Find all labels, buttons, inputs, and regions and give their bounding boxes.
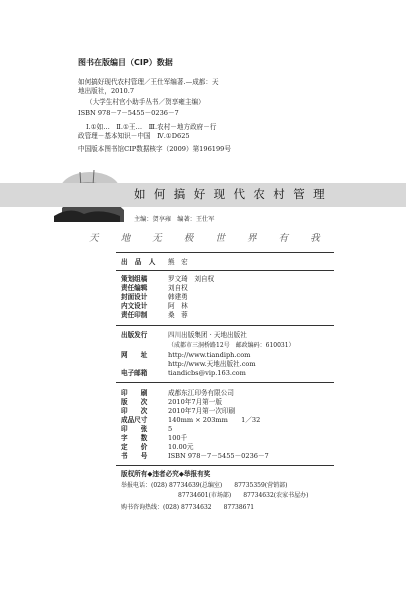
- row-value: 阿 林: [168, 302, 188, 310]
- divider: [116, 270, 334, 271]
- website-row: [121, 351, 250, 360]
- publisher-person-row: [121, 258, 188, 267]
- row-value: ISBN 978－7－5455－0236－7: [168, 452, 269, 460]
- row-value: 2010年7月第一次印刷: [168, 407, 236, 415]
- rights-notice: 版权所有◆违者必究◆举报有奖: [121, 470, 211, 478]
- row-value: 成都东江印务有限公司: [168, 389, 234, 397]
- print-row: [121, 398, 222, 407]
- report-hotline: 87734601(市场部) 87734632(农家书屋办): [178, 492, 309, 499]
- print-row: [121, 407, 235, 416]
- row-value: 2010年7月第一版: [168, 398, 222, 406]
- cip-line: ISBN 978－7－5455－0236－7: [78, 109, 179, 117]
- cip-line: 地出版社，2010.7: [78, 87, 135, 95]
- row-value: 熊 宏: [168, 258, 188, 266]
- row-label: 印 刷: [121, 389, 148, 397]
- purchase-hotline: 购书咨询热线：(028) 87734632 87738671: [121, 504, 255, 511]
- divider: [116, 465, 334, 466]
- cip-line: 政管理－基本知识－中国 Ⅳ.①D625: [78, 132, 190, 140]
- cip-line: （大学生村官小助手丛书／贺享雍主编）: [86, 98, 205, 106]
- website-link[interactable]: http://www.tiandiph.com: [168, 351, 251, 359]
- issuer-row: [121, 331, 247, 340]
- row-label: 出版发行: [121, 331, 148, 339]
- book-title: 如何搞好现代农村管理: [134, 187, 333, 201]
- row-value: 桑 蓉: [168, 311, 188, 319]
- row-value: 5: [168, 425, 173, 433]
- staff-row: [121, 275, 214, 284]
- row-label: 印 次: [121, 407, 148, 415]
- row-label: 内文设计: [121, 302, 148, 310]
- row-label: 责任编辑: [121, 284, 148, 292]
- website-link[interactable]: http://www.天地出版社.com: [168, 360, 256, 368]
- cip-line: 如何搞好现代农村管理／王仕军编著.—成都：天: [78, 78, 219, 86]
- print-row: [121, 443, 193, 452]
- staff-row: [121, 284, 188, 293]
- book-editors: 主编：贺享雍 编著：王仕军: [134, 216, 215, 223]
- print-row: [121, 416, 260, 425]
- print-row: [121, 452, 269, 461]
- staff-row: [121, 302, 188, 311]
- print-row: [121, 425, 172, 434]
- row-label: 网 址: [121, 351, 148, 359]
- report-hotline: 举报电话：(028) 87734639(总编室) 87735359(营销部): [121, 482, 288, 489]
- row-value: 四川出版集团 · 天地出版社: [168, 331, 247, 339]
- divider: [116, 252, 334, 253]
- row-label: 书 号: [121, 452, 148, 460]
- row-label: 成品尺寸: [121, 416, 148, 424]
- row-value: 10.00元: [168, 443, 194, 451]
- staff-row: [121, 311, 188, 320]
- print-row: [121, 434, 187, 443]
- print-row: [121, 389, 234, 398]
- row-label: 策划组稿: [121, 275, 148, 283]
- row-label: 定 价: [121, 443, 148, 451]
- cip-line: 中国版本图书馆CIP数据核字（2009）第196199号: [78, 145, 231, 153]
- cip-heading: 图书在版编目（CIP）数据: [78, 58, 173, 67]
- email-row: [121, 369, 246, 378]
- staff-row: [121, 293, 188, 302]
- row-value: 罗文琦 刘自权: [168, 275, 215, 283]
- row-label: 出 品 人: [121, 258, 158, 266]
- row-value: 韩建勇: [168, 293, 188, 301]
- row-label: 印 张: [121, 425, 148, 433]
- issuer-address: （成都市三洞桥路12号 邮政编码：610031）: [168, 342, 295, 349]
- row-value: 140mm × 203mm 1／32: [168, 416, 261, 424]
- row-label: 电子邮箱: [121, 369, 148, 377]
- row-value: 刘自权: [168, 284, 188, 292]
- cip-line: Ⅰ.①如… Ⅱ.①王… Ⅲ.农村－地方政府－行: [86, 123, 217, 131]
- divider: [116, 382, 334, 383]
- row-label: 责任印制: [121, 311, 148, 319]
- row-label: 版 次: [121, 398, 148, 406]
- row-value: 100千: [168, 434, 188, 442]
- row-label: 字 数: [121, 434, 148, 442]
- row-label: 封面设计: [121, 293, 148, 301]
- email-link[interactable]: tiandicbs@vip.163.com: [168, 369, 246, 377]
- book-motto: 天地无极世界有我: [89, 233, 342, 244]
- divider: [116, 325, 334, 326]
